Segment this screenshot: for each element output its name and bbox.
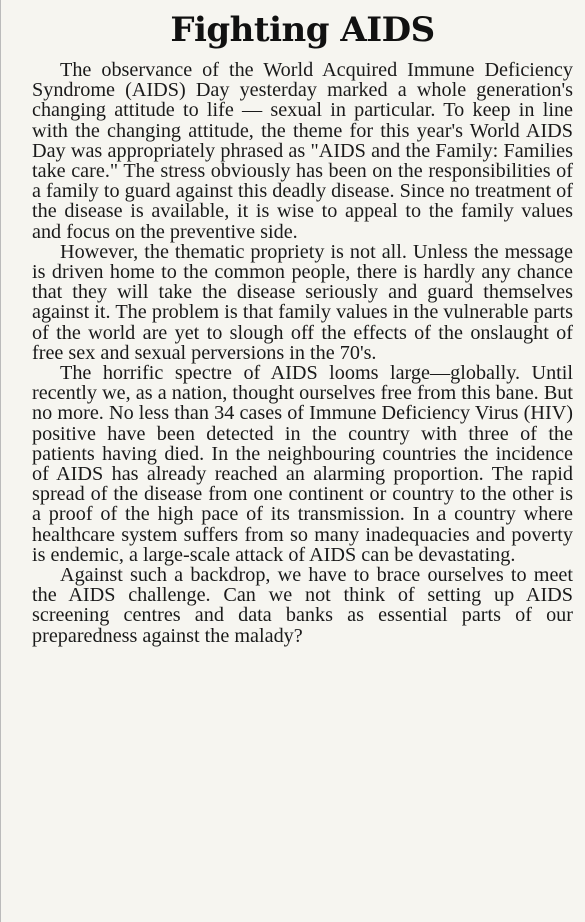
- paragraph-4: Against such a backdrop, we have to brace ourselves to meet the AIDS challenge. Can we not think of setting up AIDS screening centres and data banks as essential parts of our preparedness against the malady?: [32, 564, 573, 647]
- headline: Fighting AIDS: [170, 10, 435, 50]
- paragraph-3: The horrific spectre of AIDS looms large—globally. Until recently we, as a nation, thought ourselves free from this bane. But no more. No less than 34 cases of Immune Deficiency Virus (HIV) positive have been detected in the country with three of the patients having died. In the neighbouring countries the incidence of AIDS has already reached an alarming proportion. The rapid spread of the disease from one continent or country to the other is a proof of the high pace of its transmission. In a country where healthcare system suffers from so many inadequacies and poverty is endemic, a large-scale attack of AIDS can be devastating.: [32, 362, 573, 566]
- article-body: [32, 60, 573, 646]
- paragraph-2: However, the thematic propriety is not all. Unless the message is driven home to the common people, there is hardly any chance that they will take the disease seriously and guard themselves against it. The problem is that family values in the vulnerable parts of the world are yet to slough off the effects of the onslaught of free sex and sexual perversions in the 70's.: [32, 240, 573, 364]
- paragraph-1: The observance of the World Acquired Immune Deficiency Syndrome (AIDS) Day yesterday marked a whole generation's changing attitude to life — sexual in particular. To keep in line with the changing attitude, the theme for this year's World AIDS Day was appropriately phrased as "AIDS and the Family: Families take care." The stress obviously has been on the responsibilities of a family to guard against this deadly disease. Since no treatment of the disease is available, it is wise to appeal to the family values and focus on the preventive side.: [32, 59, 573, 243]
